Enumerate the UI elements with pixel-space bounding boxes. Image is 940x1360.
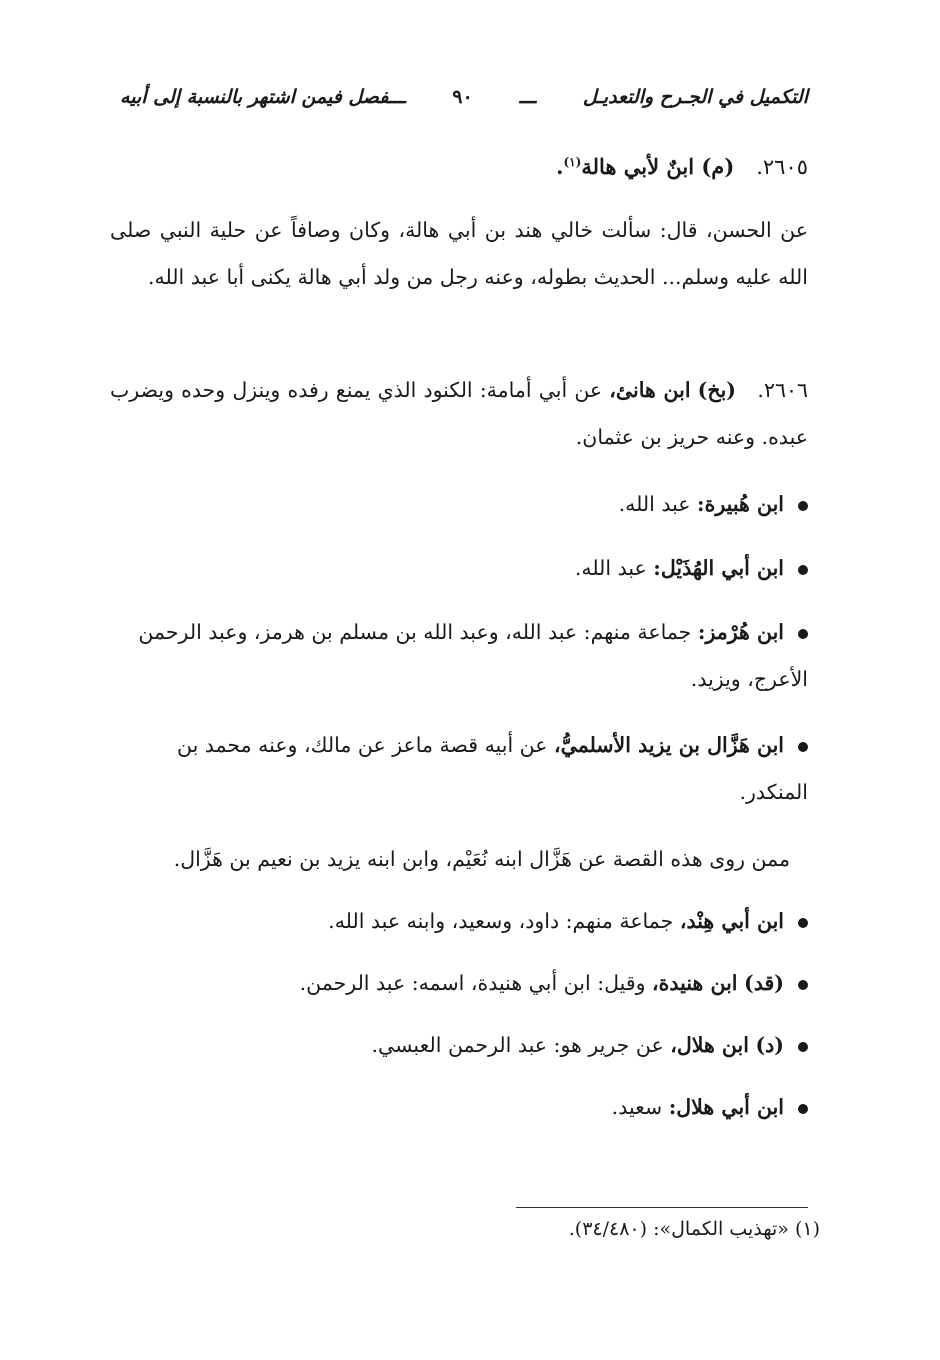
footnote-divider: [516, 1207, 808, 1208]
entry-number: ٢٦٠٦.: [757, 378, 808, 402]
header-separator: ـــ: [519, 86, 537, 108]
list-item-text: عن جرير هو: عبد الرحمن العبسي.: [371, 1033, 671, 1057]
bullet-icon: [798, 918, 808, 928]
footnote-text: «تهذيب الكمال»: (٣٤/٤٨٠).: [568, 1218, 789, 1240]
list-item: [110, 898, 808, 945]
bullet-icon: [798, 501, 808, 511]
list-item: [110, 1084, 808, 1131]
bullet-icon: [798, 1042, 808, 1052]
footnote: [569, 1218, 820, 1240]
list-item-code: (د): [755, 1033, 784, 1057]
header-title-left: ـــفصل فيمن اشتهر بالنسبة إلى أبيه: [120, 86, 406, 108]
bullet-icon: [798, 980, 808, 990]
list-item-text: جماعة منهم: داود، وسعيد، وابنه عبد الله.: [328, 909, 680, 933]
list-item-name: ابن هُبيرة:: [697, 492, 784, 516]
entry-name: ابنٌ لأبي هالة: [581, 154, 695, 179]
list-item-text: عن أبيه قصة ماعز عن مالك، وعنه محمد بن المنكدر.: [176, 733, 808, 804]
bullet-icon: [798, 742, 808, 752]
list-item-text: عبد الله.: [574, 556, 654, 580]
list-item: [110, 481, 808, 528]
footnote-reference: (١): [563, 155, 582, 169]
list-item-text: عبد الله.: [618, 492, 698, 516]
page-number: ٩٠: [452, 86, 473, 108]
list-item-text: سعيد.: [611, 1095, 669, 1119]
entry-code: (م): [701, 154, 735, 179]
list-item-name: ابن هلال،: [670, 1033, 749, 1057]
list-item-name: ابن أبي الهُذَيْل:: [653, 556, 784, 580]
list-item-text: وقيل: ابن أبي هنيدة، اسمه: عبد الرحمن.: [299, 971, 653, 995]
entry-end: .: [556, 154, 564, 179]
list-item-name: ابن هَزَّال بن يزيد الأسلميُّ،: [554, 733, 784, 757]
bullet-icon: [798, 1104, 808, 1114]
bullet-icon: [798, 565, 808, 575]
list-item-name: ابن هنيدة،: [652, 971, 738, 995]
list-item-name: ابن هُرْمز:: [697, 620, 784, 644]
entry-2605-heading: [110, 139, 808, 191]
bullet-icon: [798, 629, 808, 639]
list-item: [110, 960, 808, 1007]
entry-2606: [110, 367, 808, 461]
entry-name: ابن هانئ،: [609, 378, 691, 402]
list-item-name: ابن أبي هِنْد،: [679, 909, 784, 933]
list-item: [110, 609, 808, 703]
footnote-mark: (١): [794, 1218, 820, 1240]
list-item-text: جماعة منهم: عبد الله، وعبد الله بن مسلم بن هرمز، وعبد الرحمن الأعرج، ويزيد.: [138, 620, 808, 691]
entry-2605-body: عن الحسن، قال: سألت خالي هند بن أبي هالة، وكان وصافاً عن حلية النبي صلى الله عليه وسلم... الحديث بطوله، وعنه رجل من ولد أبي هالة يكنى أبا عبد الله.: [110, 218, 808, 289]
note-paragraph: ممن روى هذه القصة عن هَزَّال ابنه نُعَيْم، وابن ابنه يزيد بن نعيم بن هَزَّال.: [173, 847, 790, 871]
header-title-right: التكميل في الجـرح والتعديـل: [582, 86, 808, 108]
running-header: [120, 86, 808, 108]
entry-code: (بخ): [697, 378, 737, 402]
list-item: [110, 545, 808, 592]
entry-body: عن أبي أمامة: الكنود الذي يمنع رفده وينزل وحده ويضرب عبده. وعنه حريز بن عثمان.: [110, 378, 808, 449]
list-item-code: (قد): [744, 971, 784, 995]
list-item: [110, 722, 808, 816]
list-item: [110, 1022, 808, 1069]
entry-number: ٢٦٠٥.: [756, 155, 808, 179]
list-item-name: ابن أبي هلال:: [668, 1095, 784, 1119]
